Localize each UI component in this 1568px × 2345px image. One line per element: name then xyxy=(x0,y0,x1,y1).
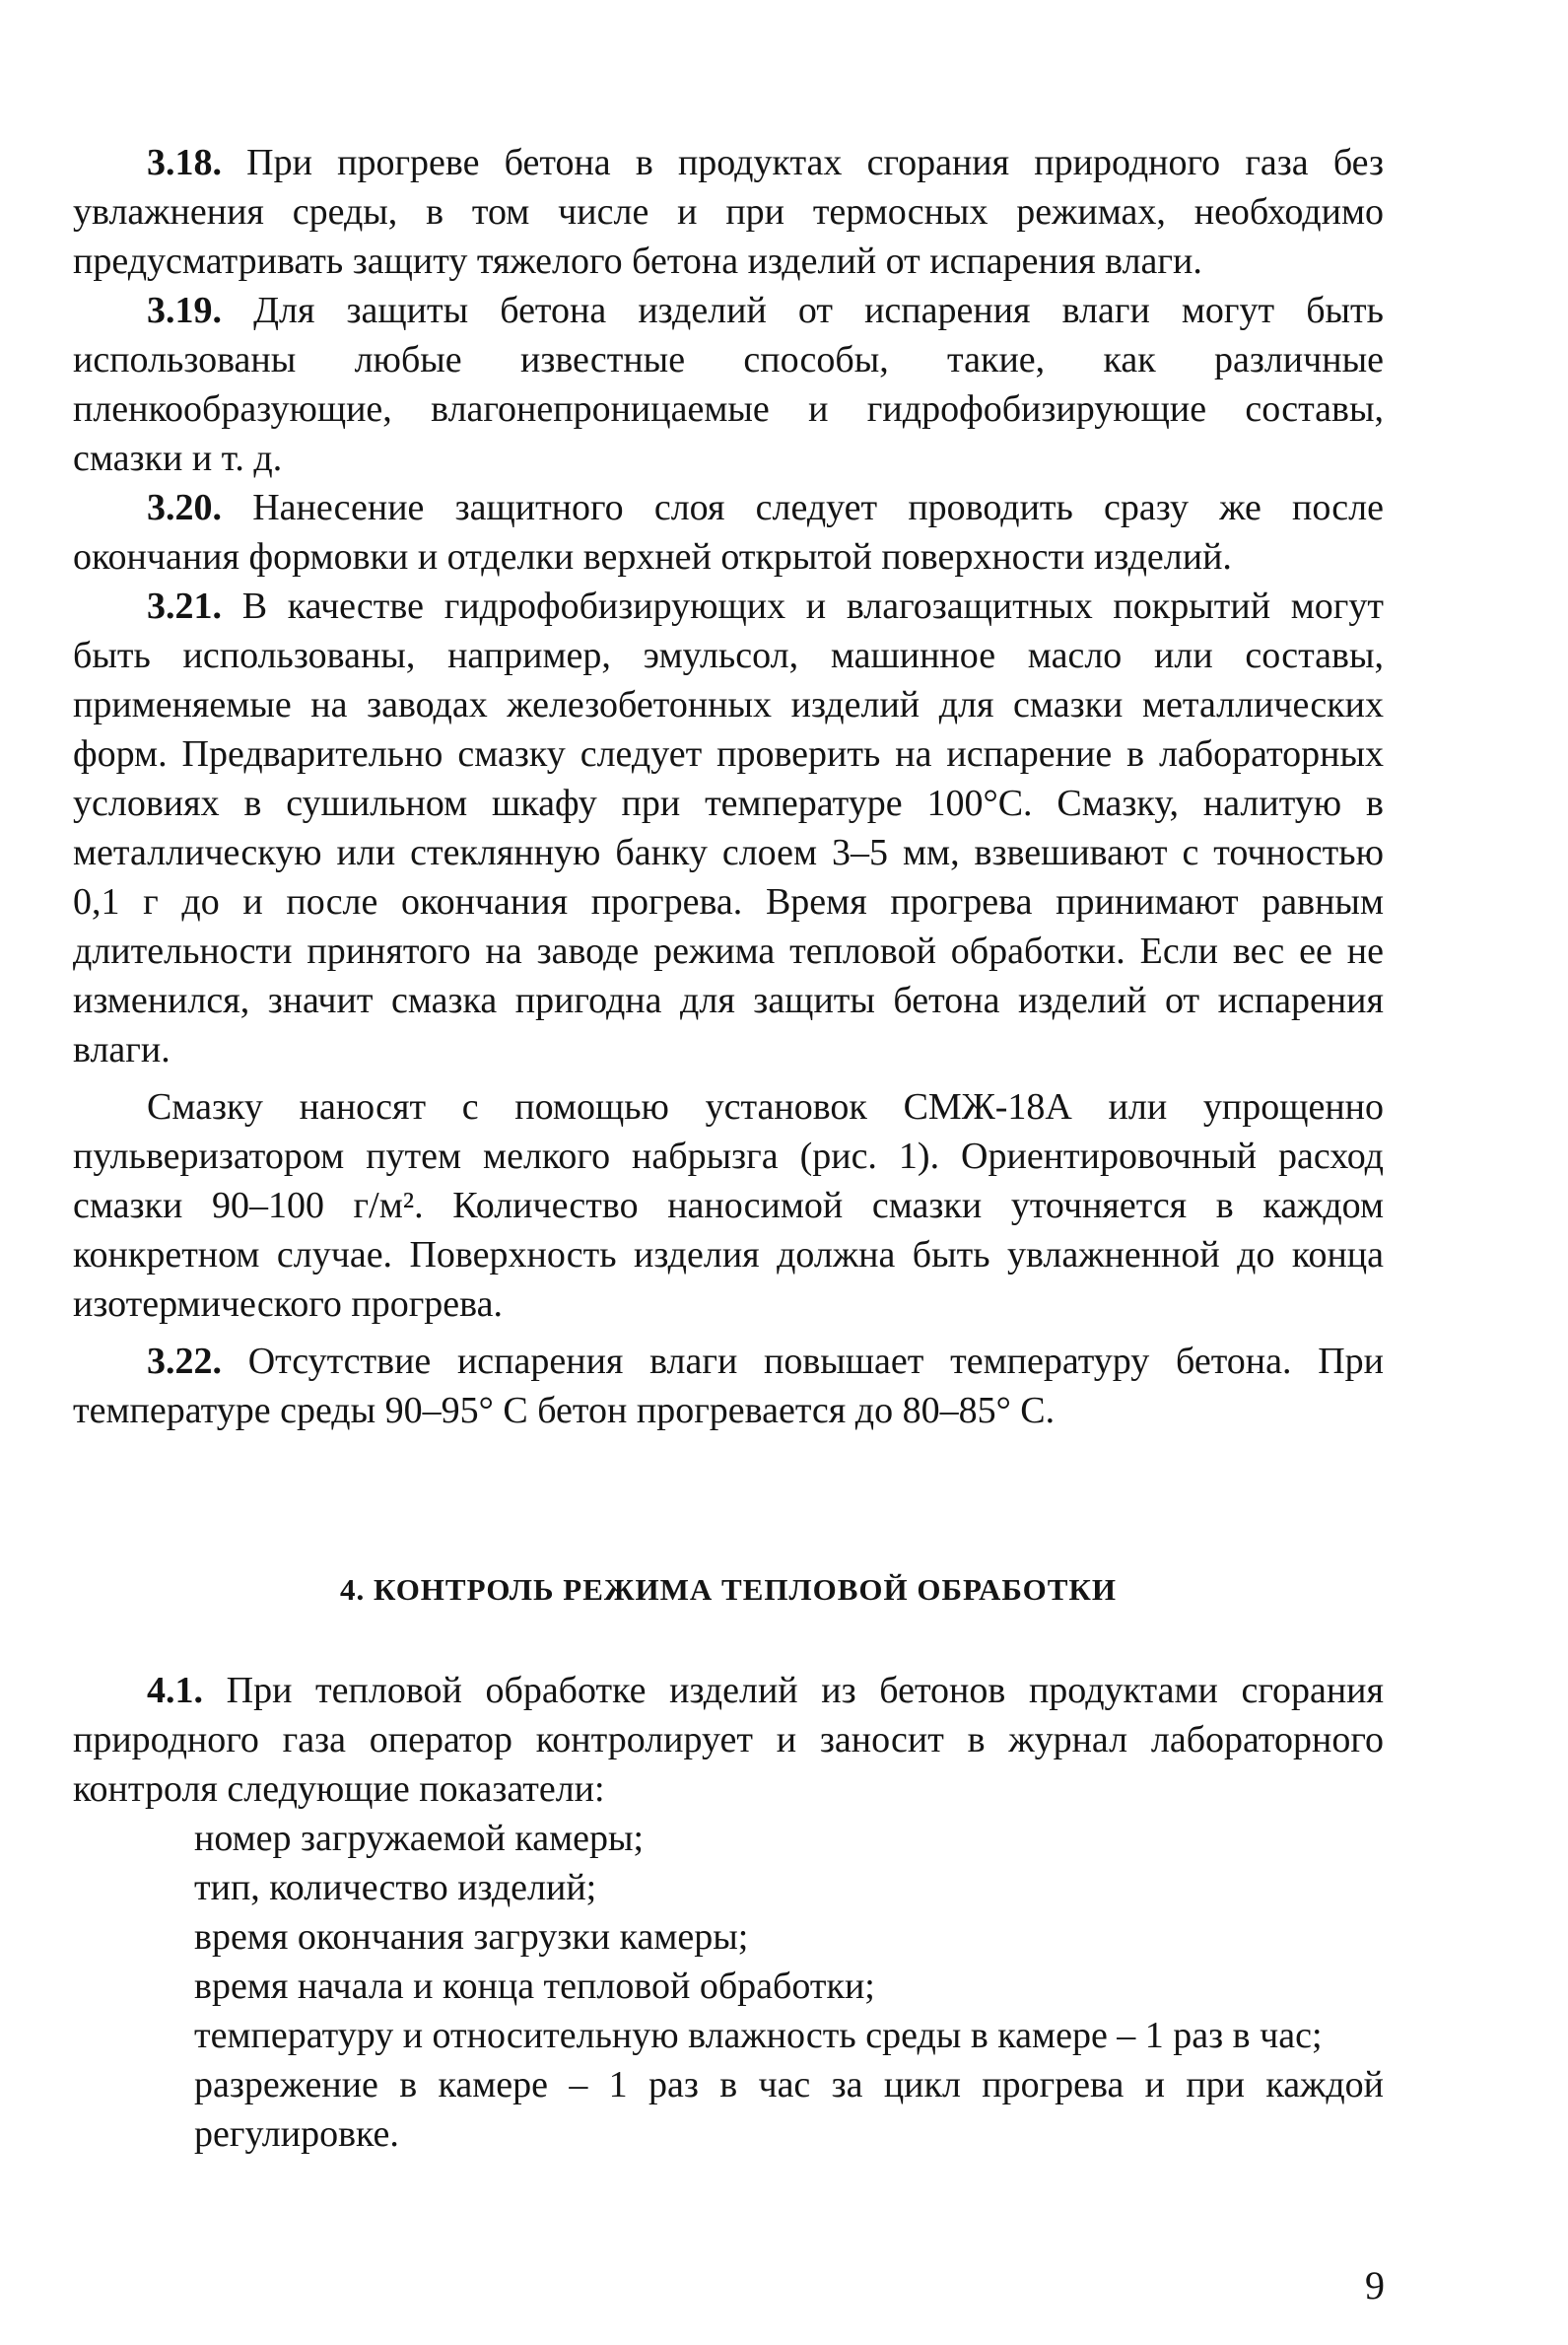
list-item: время начала и конца тепловой обработки; xyxy=(194,1966,875,2007)
paragraph-3-19 xyxy=(73,286,1384,483)
paragraph-3-18 xyxy=(73,138,1384,286)
clause-number: 3.20. xyxy=(147,487,222,528)
clause-number: 3.19. xyxy=(147,290,222,331)
clause-number: 4.1. xyxy=(147,1670,203,1711)
clause-text: При прогреве бетона в продуктах сгорания природного газа без увлажнения среды, в том числе и при термосных режимах, необходимо предусматривать защиту тяжелого бетона изделий от испарения влаги. xyxy=(73,142,1384,282)
list-item: время окончания загрузки камеры; xyxy=(194,1916,749,1958)
paragraph-3-20 xyxy=(73,483,1384,582)
paragraph-3-21 xyxy=(73,582,1384,1074)
paragraph-3-22 xyxy=(73,1337,1384,1435)
clause-text: Отсутствие испарения влаги повышает температуру бетона. При температуре среды 90–95° С бетон прогревается до 80–85° С. xyxy=(73,1341,1384,1431)
clause-number: 3.22. xyxy=(147,1341,222,1382)
section-3-text xyxy=(73,138,1384,1435)
list-item: температуру и относительную влажность среды в камере – 1 раз в час; xyxy=(194,2015,1323,2056)
paragraph-4-1 xyxy=(73,1666,1384,1814)
clause-text: При тепловой обработке изделий из бетонов продуктами сгорания природного газа оператор контролирует и заносит в журнал лабораторного контроля следующие показатели: xyxy=(73,1670,1384,1810)
clause-text: Нанесение защитного слоя следует проводить сразу же после окончания формовки и отделки верхней открытой поверхности изделий. xyxy=(73,487,1385,578)
list-item: тип, количество изделий; xyxy=(194,1867,597,1908)
clause-number: 3.18. xyxy=(147,142,222,183)
indicator-list xyxy=(73,1814,1384,2159)
paragraph-3-21-continued: Смазку наносят с помощью установок СМЖ-18А или упрощенно пульверизатором путем мелкого набрызга (рис. 1). Ориентировочный расход смазки 90–100 г/м². Количество наносимой смазки уточняется в каждом конкретном случае. Поверхность изделия должна быть увлажненной до конца изотермического прогрева. xyxy=(73,1086,1384,1325)
section-4-text xyxy=(73,1666,1384,2159)
clause-text: Для защиты бетона изделий от испарения влаги могут быть использованы любые известные способы, такие, как различные пленкообразующие, влагонепроницаемые и гидрофобизирующие составы, смазки и т. д. xyxy=(73,290,1384,479)
list-item: разрежение в камере – 1 раз в час за цикл прогрева и при каждой регулировке. xyxy=(194,2064,1384,2155)
list-item: номер загружаемой камеры; xyxy=(194,1818,645,1859)
page-number: 9 xyxy=(1365,2263,1385,2308)
clause-text: В качестве гидрофобизирующих и влагозащитных покрытий могут быть использованы, например, эмульсол, машинное масло или составы, применяемые на заводах железобетонных изделий для смазки металлических форм. Предварительно смазку следует проверить на испарение в лабораторных условиях в сушильном шкафу при температуре 100°С. Смазку, налитую в металлическую или стеклянную банку слоем 3–5 мм, взвешивают с точностью 0,1 г до и после окончания прогрева. Время прогрева принимают равным длительности принятого на заводе режима тепловой обработки. Если вес ее не изменился, значит смазка пригодна для защиты бетона изделий от испарения влаги. xyxy=(73,586,1384,1070)
clause-number: 3.21. xyxy=(147,586,222,627)
section-4-heading: 4. КОНТРОЛЬ РЕЖИМА ТЕПЛОВОЙ ОБРАБОТКИ xyxy=(339,1572,1117,1607)
